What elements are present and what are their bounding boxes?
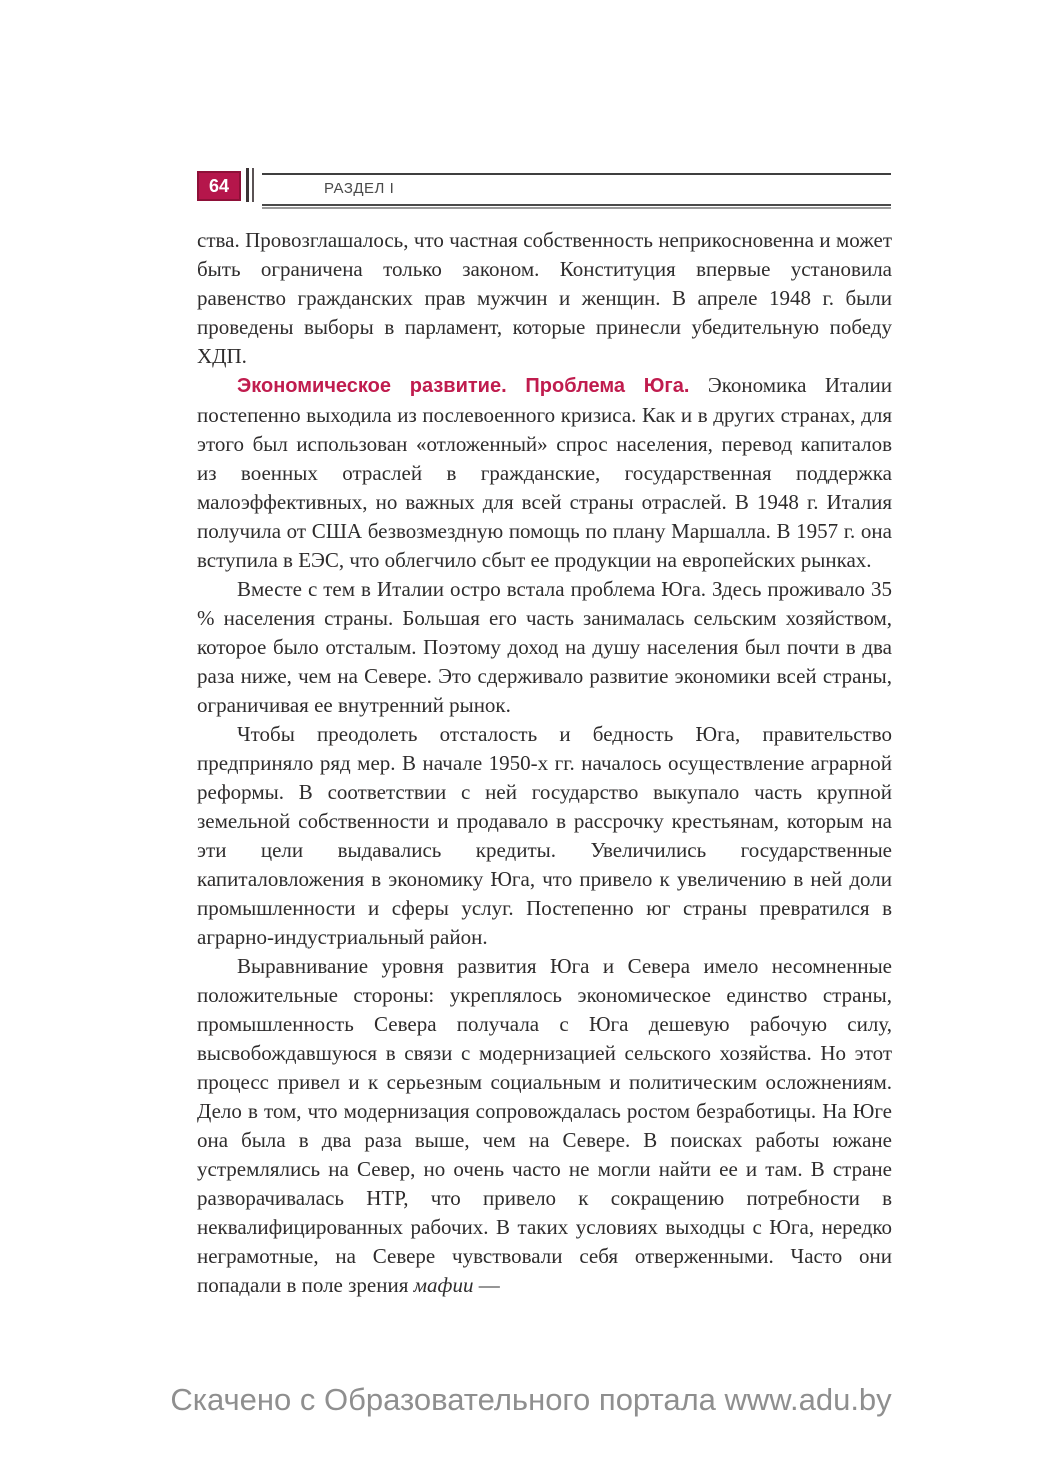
paragraph-economy-text: Экономика Италии постепенно выходила из послевоенного кризиса. Как и в других странах, для этого был использован «отложенный» спрос населения, перевод капиталов из военных отраслей в гражданские, государственная поддержка малоэффективных, но важных для всей страны отраслей. В 1948 г. Италия получила от США безвозмездную помощь по плану Маршалла. В 1957 г. она вступила в ЕЭС, что облегчило сбыт ее продукции на европейских рынках.	[197, 373, 892, 572]
paragraph-continuation: ства. Провозглашалось, что частная собственность неприкосновенна и может быть ограничена только законом. Конституция впервые установила равенство гражданских прав мужчин и женщин. В апреле 1948 г. были проведены выборы в парламент, которые принесли убедительную победу ХДП.	[197, 228, 892, 368]
page-body-text	[197, 226, 892, 1300]
header-bottom-rule	[262, 204, 891, 206]
paragraph-south-problem: Вместе с тем в Италии остро встала проблема Юга. Здесь проживало 35 % населения страны. Большая его часть занималась сельским хозяйством, которое было отсталым. Поэтому доход на душу населения был почти в два раза ниже, чем на Севере. Это сдерживало развитие экономики всей страны, ограничивая ее внутренний рынок.	[197, 577, 892, 717]
paragraph-leveling	[197, 952, 892, 1300]
paragraph-economic-development	[197, 371, 892, 575]
inline-heading-economic-development: Экономическое развитие. Проблема Юга.	[237, 375, 690, 397]
divider-bar	[252, 168, 254, 202]
paragraph-reforms: Чтобы преодолеть отсталость и бедность Юга, правительство предприняло ряд мер. В начале 1950-х гг. началось осуществление аграрной реформы. В соответствии с ней государство выкупало часть крупной земельной собственности и продавало в рассрочку крестьянам, которым на эти цели выдавались кредиты. Увеличились государственные капиталовложения в экономику Юга, что привело к увеличению в ней доли промышленности и сферы услуг. Постепенно юг страны превратился в аграрно-индустриальный район.	[197, 722, 892, 949]
header-rule-area	[262, 173, 891, 204]
paragraph-leveling-dash: —	[473, 1273, 500, 1297]
page-number-badge: 64	[197, 171, 241, 201]
paragraph-leveling-text: Выравнивание уровня развития Юга и Севера имело несомненные положительные стороны: укреплялось экономическое единство страны, промышленность Севера получала с Юга дешевую рабочую силу, высвобождавшуюся в связи с модернизацией сельского хозяйства. Но этот процесс привел и к серьезным социальным и политическим осложнениям. Дело в том, что модернизация сопровождалась ростом безработицы. На Юге она была в два раза выше, чем на Севере. В поисках работы южане устремлялись на Север, но очень часто не могли найти ее и там. В стране разворачивалась НТР, что привело к сокращению потребности в неквалифицированных рабочих. В таких условиях выходцы с Юга, нередко неграмотные, на Севере чувствовали себя отверженными. Часто они попадали в поле зрения	[197, 954, 892, 1297]
download-watermark: Скачено с Образовательного портала www.adu.by	[170, 1382, 892, 1417]
header-divider-bars	[246, 168, 254, 204]
section-title: РАЗДЕЛ I	[324, 180, 395, 197]
running-head	[197, 168, 891, 204]
term-mafia-italic: мафии	[413, 1273, 474, 1297]
divider-bar	[246, 168, 249, 202]
